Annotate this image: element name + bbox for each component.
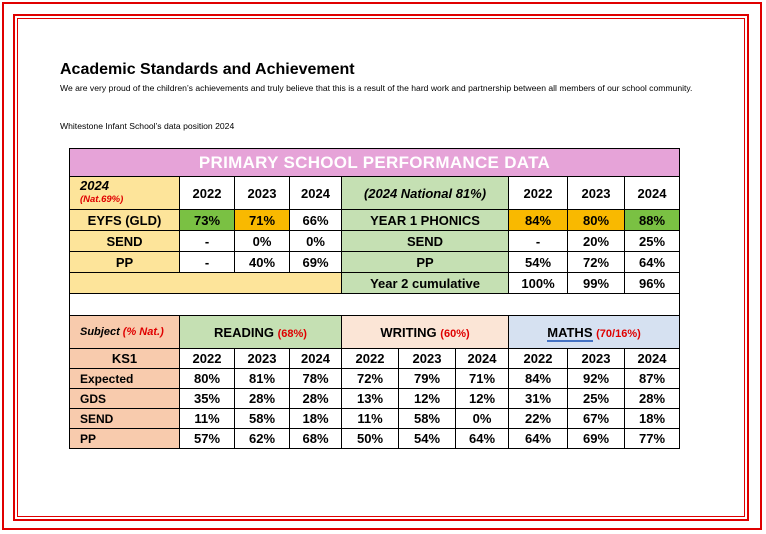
subject-note: (% Nat.)	[122, 326, 164, 338]
table-cell: 18%	[290, 409, 342, 429]
intro-text: We are very proud of the children’s achievements and truly believe that this is a result of the hard work and partnership between all members of our school community.	[60, 83, 693, 93]
year-note: (Nat.69%)	[80, 194, 124, 205]
spacer-row	[70, 294, 680, 316]
table-cell: 0%	[235, 231, 290, 252]
subject-reading	[180, 316, 342, 349]
year-header: 2022	[180, 177, 235, 210]
year-header: 2023	[235, 349, 290, 369]
table-cell: 54%	[509, 252, 568, 273]
table-cell: 12%	[456, 389, 509, 409]
empty-cell	[70, 273, 342, 294]
table-cell: 66%	[290, 210, 342, 231]
table-cell: 50%	[342, 429, 399, 449]
year-header: 2023	[399, 349, 456, 369]
table-cell: 80%	[180, 369, 235, 389]
table-cell: -	[180, 252, 235, 273]
year-header: 2024	[625, 349, 680, 369]
row-label: EYFS (GLD)	[70, 210, 180, 231]
subject-name: READING	[214, 324, 274, 340]
table-cell: 72%	[342, 369, 399, 389]
row-label: GDS	[70, 389, 180, 409]
performance-table	[69, 148, 680, 449]
year-header: 2024	[290, 177, 342, 210]
table-cell: 77%	[625, 429, 680, 449]
year-header: 2022	[180, 349, 235, 369]
table-cell: 28%	[235, 389, 290, 409]
table-cell: 11%	[180, 409, 235, 429]
table-cell: 78%	[290, 369, 342, 389]
table-title: PRIMARY SCHOOL PERFORMANCE DATA	[70, 149, 680, 177]
row-label: YEAR 1 PHONICS	[342, 210, 509, 231]
table-cell: 12%	[399, 389, 456, 409]
table-cell: 79%	[399, 369, 456, 389]
year-header: 2023	[235, 177, 290, 210]
year-header: 2024	[456, 349, 509, 369]
subject-pct: (68%)	[277, 327, 307, 340]
row-label: SEND	[70, 231, 180, 252]
table-cell: 80%	[568, 210, 625, 231]
table-cell: 35%	[180, 389, 235, 409]
table-cell: 96%	[625, 273, 680, 294]
table-cell: 11%	[342, 409, 399, 429]
table-cell: 73%	[180, 210, 235, 231]
table-cell: 20%	[568, 231, 625, 252]
table-cell: 25%	[625, 231, 680, 252]
year-header: 2022	[342, 349, 399, 369]
table-cell: 22%	[509, 409, 568, 429]
table-cell: 62%	[235, 429, 290, 449]
year-label-cell	[70, 177, 180, 210]
row-label: Year 2 cumulative	[342, 273, 509, 294]
table-cell: 88%	[625, 210, 680, 231]
table-cell: 81%	[235, 369, 290, 389]
year-header: 2024	[290, 349, 342, 369]
table-cell: 18%	[625, 409, 680, 429]
table-cell: 0%	[456, 409, 509, 429]
table-cell: 57%	[180, 429, 235, 449]
table-cell: 58%	[235, 409, 290, 429]
data-position-text: Whitestone Infant School’s data position 2024	[60, 121, 235, 131]
table-cell: 71%	[235, 210, 290, 231]
row-label: PP	[70, 429, 180, 449]
year-header: 2022	[509, 177, 568, 210]
table-cell: 99%	[568, 273, 625, 294]
row-label: PP	[342, 252, 509, 273]
row-label: SEND	[70, 409, 180, 429]
table-cell: 71%	[456, 369, 509, 389]
row-label: SEND	[342, 231, 509, 252]
page-title: Academic Standards and Achievement	[60, 61, 355, 78]
table-cell: 58%	[399, 409, 456, 429]
table-cell: -	[509, 231, 568, 252]
table-cell: 64%	[625, 252, 680, 273]
table-cell: -	[180, 231, 235, 252]
table-cell: 54%	[399, 429, 456, 449]
table-cell: 40%	[235, 252, 290, 273]
table-cell: 69%	[568, 429, 625, 449]
year-header: 2023	[568, 177, 625, 210]
year-header: 2024	[625, 177, 680, 210]
subject-label: Subject	[80, 326, 120, 338]
year-header: 2023	[568, 349, 625, 369]
subject-writing	[342, 316, 509, 349]
subject-maths	[509, 316, 680, 349]
table-cell: 67%	[568, 409, 625, 429]
table-cell: 84%	[509, 369, 568, 389]
subject-name: WRITING	[380, 324, 437, 340]
subject-label-cell	[70, 316, 180, 349]
year-label: 2024	[80, 178, 109, 193]
table-cell: 25%	[568, 389, 625, 409]
row-label: PP	[70, 252, 180, 273]
table-cell: 28%	[625, 389, 680, 409]
table-cell: 64%	[456, 429, 509, 449]
table-cell: 84%	[509, 210, 568, 231]
table-cell: 87%	[625, 369, 680, 389]
subject-pct: (70/16%)	[596, 327, 641, 340]
table-cell: 92%	[568, 369, 625, 389]
year-header: 2022	[509, 349, 568, 369]
table-cell: 64%	[509, 429, 568, 449]
table-cell: 100%	[509, 273, 568, 294]
row-label: Expected	[70, 369, 180, 389]
table-cell: 31%	[509, 389, 568, 409]
subject-name: MATHS	[547, 324, 593, 340]
table-cell: 72%	[568, 252, 625, 273]
table-cell: 13%	[342, 389, 399, 409]
table-cell: 68%	[290, 429, 342, 449]
table-cell: 0%	[290, 231, 342, 252]
row-label: KS1	[70, 349, 180, 369]
subject-pct: (60%)	[440, 327, 470, 340]
table-cell: 69%	[290, 252, 342, 273]
table-cell: 28%	[290, 389, 342, 409]
phonics-note: (2024 National 81%)	[342, 177, 509, 210]
